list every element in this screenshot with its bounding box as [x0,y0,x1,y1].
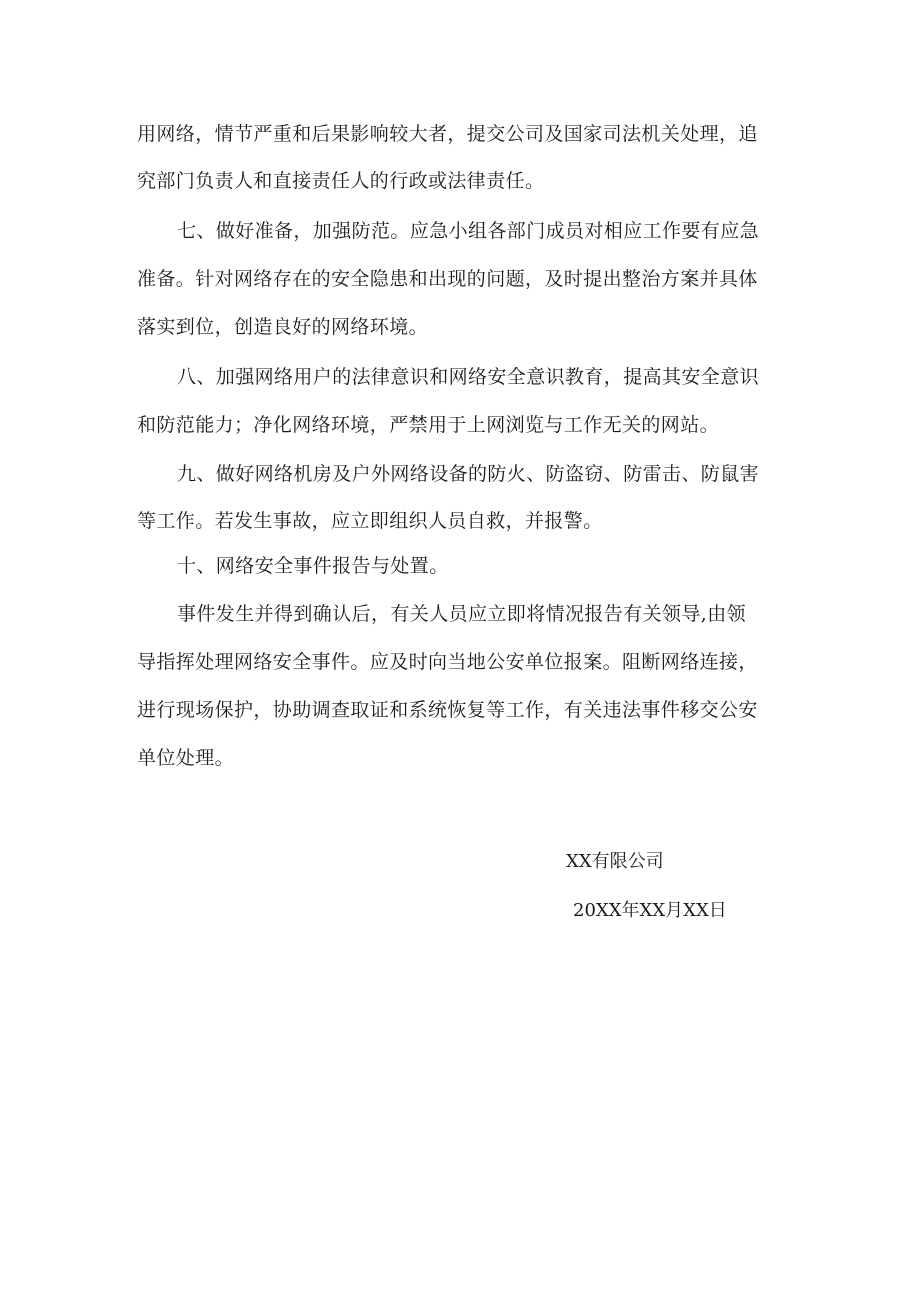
body-line-1: 用网络，情节严重和后果影响较大者，提交公司及国家司法机关处理，追 [137,123,758,145]
body-line-2: 究部门负责人和直接责任人的行政或法律责任。 [137,170,545,192]
body-line-9: 等工作。若发生事故，应立即组织人员自救，并报警。 [137,510,603,532]
signature-date: 20XX年XX月XX日 [573,900,727,921]
body-line-8: 九、做好网络机房及户外网络设备的防火、防盗窃、防雷击、防鼠害 [177,463,760,485]
body-line-11: 事件发生并得到确认后，有关人员应立即将情况报告有关领导,由领 [177,603,747,625]
body-line-13: 进行现场保护，协助调查取证和系统恢复等工作，有关违法事件移交公安 [137,699,758,721]
body-line-4: 准备。针对网络存在的安全隐患和出现的问题，及时提出整治方案并具体 [137,268,758,290]
body-line-12: 导指挥处理网络安全事件。应及时向当地公安单位报案。阻断网络连接， [137,651,758,673]
body-line-10: 十、网络安全事件报告与处置。 [177,555,449,577]
body-line-5: 落实到位，创造良好的网络环境。 [137,316,429,338]
body-line-14: 单位处理。 [137,747,235,769]
body-line-7: 和防范能力；净化网络环境，严禁用于上网浏览与工作无关的网站。 [137,414,720,436]
body-line-6: 八、加强网络用户的法律意识和网络安全意识教育，提高其安全意识 [177,366,760,388]
body-line-3: 七、做好准备，加强防范。应急小组各部门成员对相应工作要有应急 [177,220,760,242]
signature-company: XX有限公司 [566,851,664,872]
